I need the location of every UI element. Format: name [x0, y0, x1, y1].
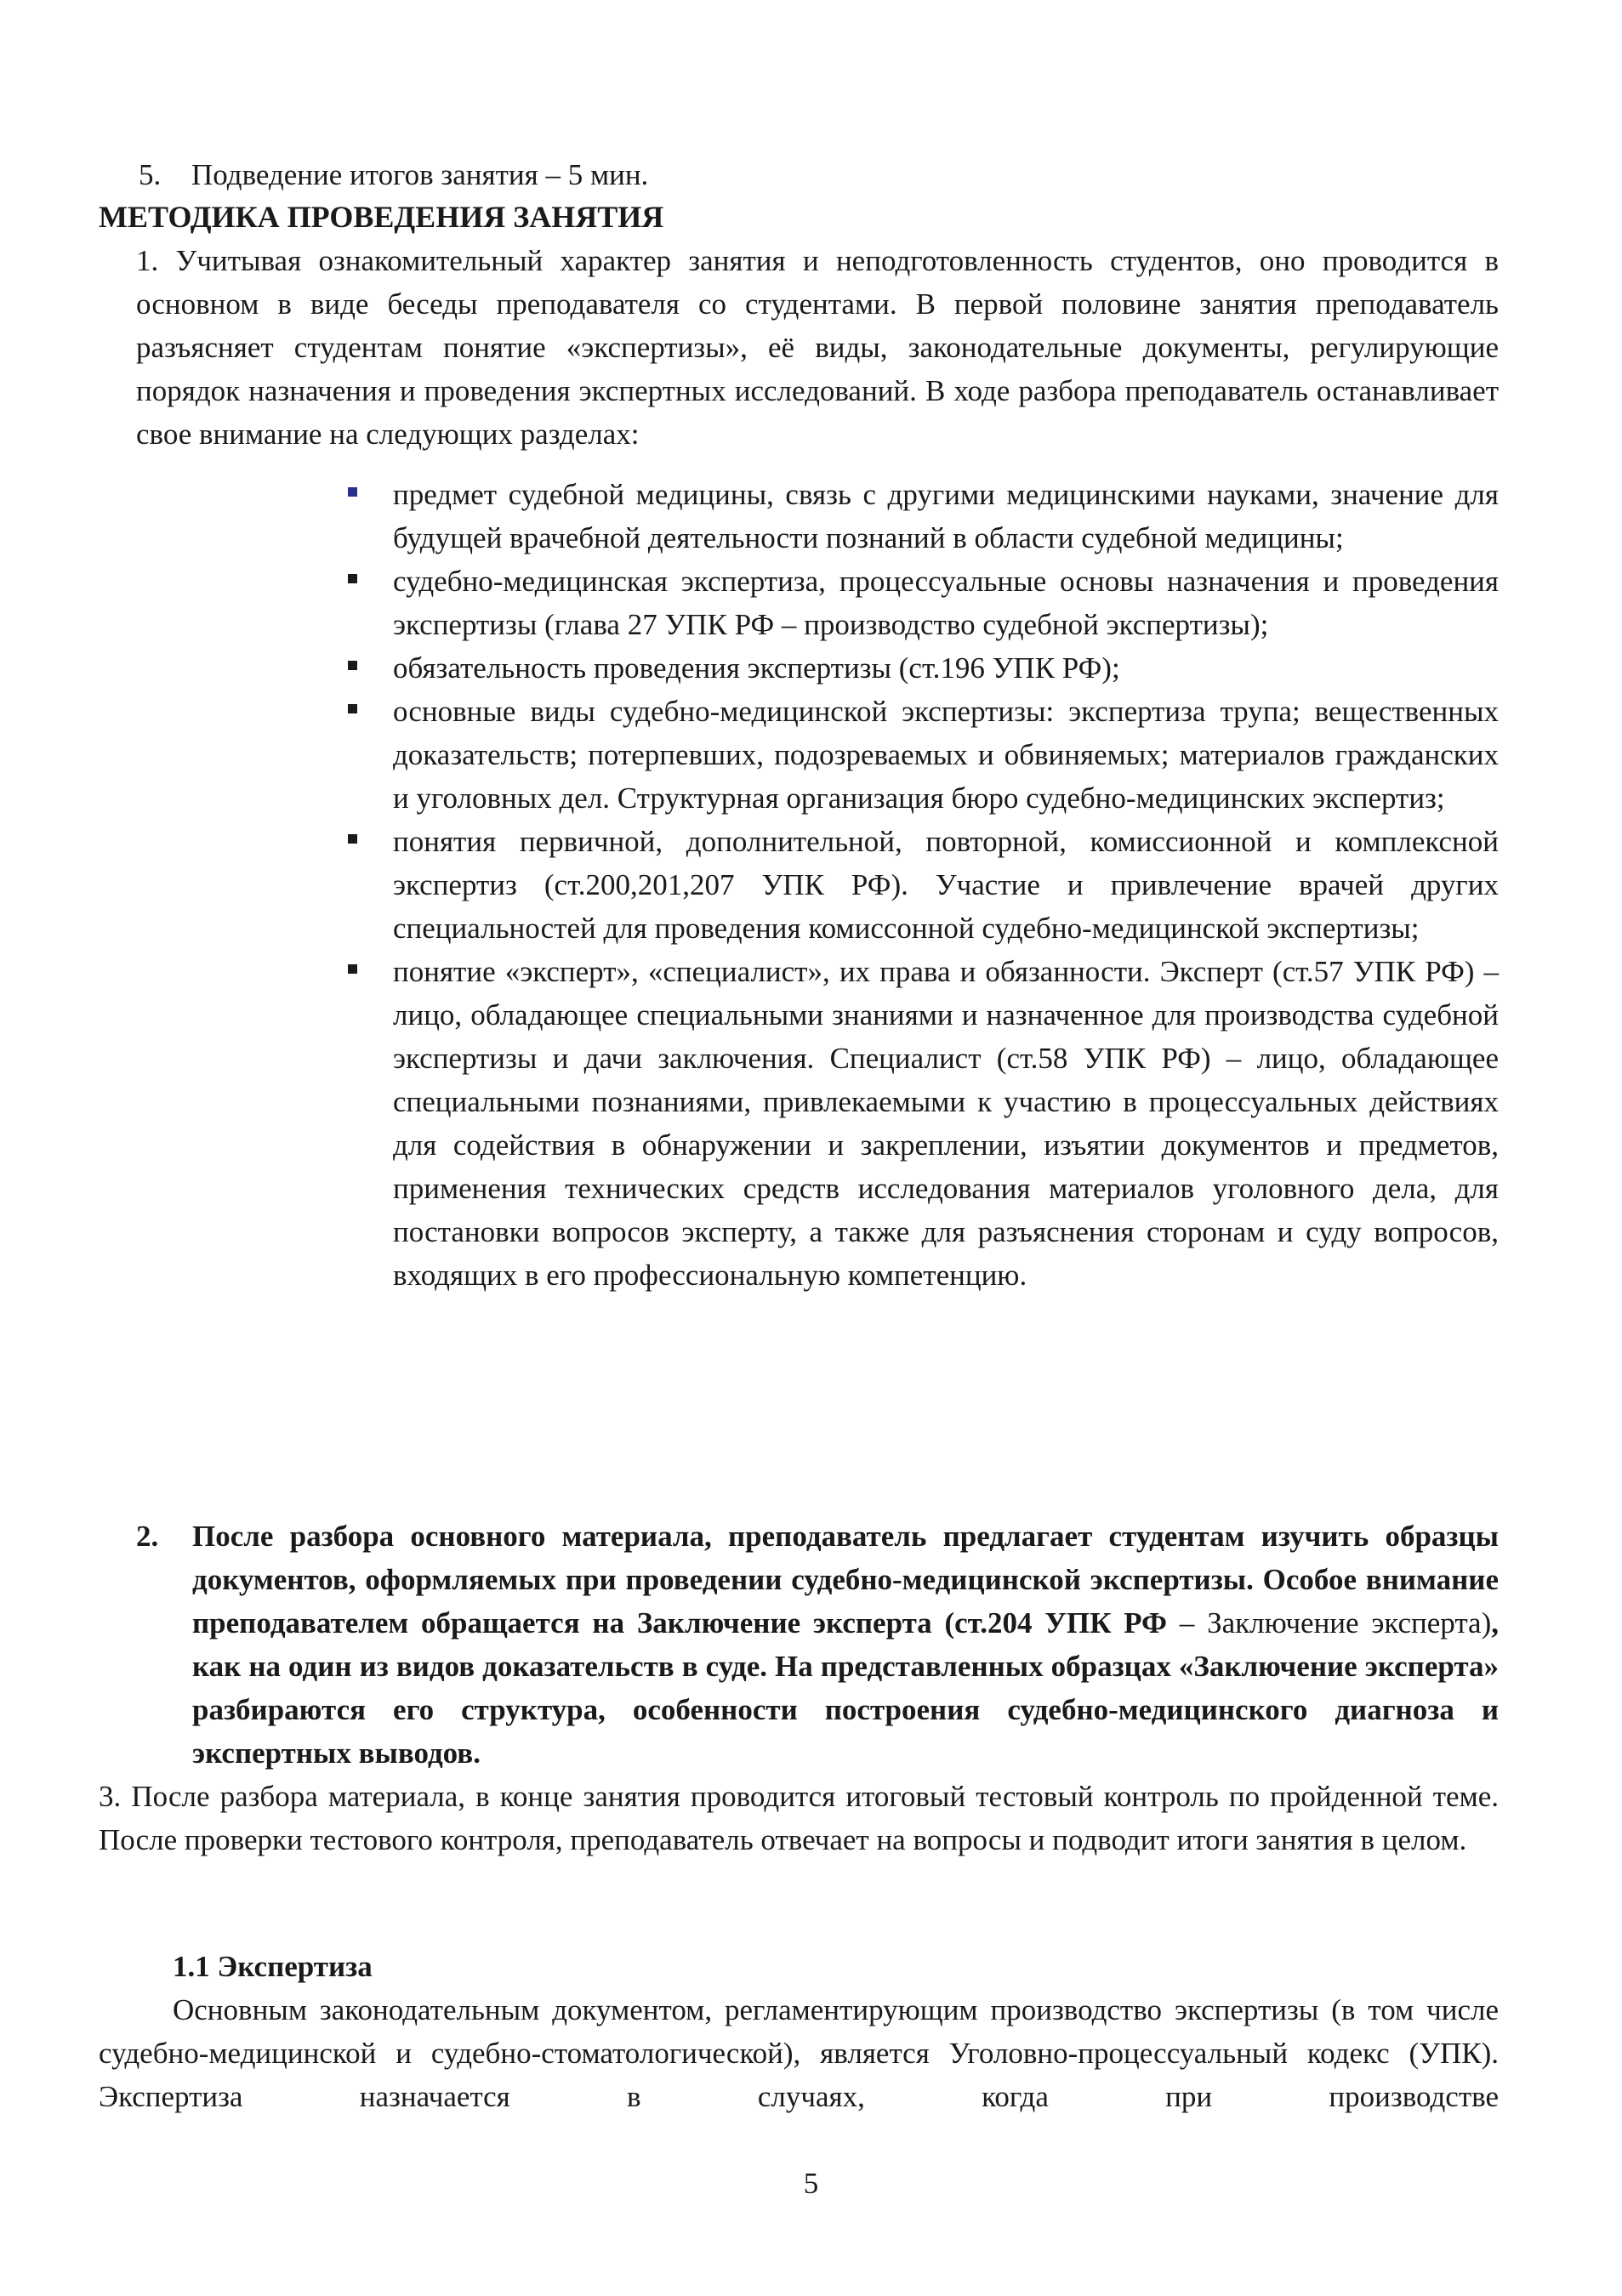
bullet-square-icon [348, 834, 357, 844]
bullet-square-icon [348, 704, 357, 713]
paragraph-2-bold-part: После разбора основного материала, преподаватель предлагает студентам изучить образцы документов, оформляемых при проведении судебно-медицинской экспертизы. Особое внимание преподавателем обращается на Заключение эксперта (ст.204 УПК РФ [192, 1520, 1499, 1640]
list-item-5 [139, 153, 648, 196]
paragraph-4: Основным законодательным документом, регламентирующим производство экспертизы (в том числе судебно-медицинской и судебно-стоматологической), является Уголовно-процессуальный кодекс (УПК). Экспертиза назначается в случаях, когда при производстве [99, 1993, 1499, 2113]
bullet-text: обязательность проведения экспертизы (ст.196 УПК РФ); [393, 651, 1120, 685]
list-item-text: Подведение итогов занятия – 5 мин. [191, 158, 649, 191]
bullet-item [340, 690, 1499, 820]
subsection-title: 1.1 Экспертиза [173, 1950, 373, 1983]
paragraph-1: 1. Учитывая ознакомительный характер занятия и неподготовленность студентов, оно проводится в основном в виде беседы преподавателя со студентами. В первой половине занятия преподаватель разъясняет студентам понятие «экспертизы», её виды, законодательные документы, регулирующие порядок назначения и проведения экспертных исследований. В ходе разбора преподаватель останавливает свое внимание на следующих разделах: [136, 244, 1499, 451]
bullet-item [340, 950, 1499, 1297]
bullet-item [340, 473, 1499, 560]
list-item-number: 5. [139, 158, 162, 191]
paragraph-2-bold-part-end: , как на один из видов доказательств в суде. На представленных образцах «Заключение эксперта» разбираются его структура, особенности построения судебно-медицинского диагноза и экспертных выводов. [192, 1606, 1499, 1770]
paragraph-2-normal-part: – Заключение эксперта) [1167, 1606, 1492, 1640]
bullet-square-icon [348, 964, 357, 974]
paragraph-2 [136, 1515, 1499, 1775]
bullet-item [340, 560, 1499, 646]
bullet-list [340, 473, 1499, 1297]
bullet-text: понятие «эксперт», «специалист», их права и обязанности. Эксперт (ст.57 УПК РФ) – лицо, обладающее специальными знаниями и назначенное для производства судебной экспертизы и дачи заключения. Специалист (ст.58 УПК РФ) – лицо, обладающее специальными познаниями, привлекаемыми к участию в процессуальных действиях для содействия в обнаружении и закреплении, изъятии документов и предметов, применения технических средств исследования материалов уголовного дела, для постановки вопросов эксперту, а также для разъяснения сторонам и суду вопросов, входящих в его профессиональную компетенцию. [393, 955, 1499, 1292]
bullet-item [340, 820, 1499, 950]
bullet-text: судебно-медицинская экспертиза, процессуальные основы назначения и проведения экспертизы (глава 27 УПК РФ – производство судебной экспертизы); [393, 565, 1499, 641]
bullet-text: понятия первичной, дополнительной, повторной, комиссионной и комплексной экспертиз (ст.200,201,207 УПК РФ). Участие и привлечение врачей других специальностей для проведения комиссонной судебно-медицинской экспертизы; [393, 825, 1499, 945]
page-number: 5 [803, 2167, 819, 2200]
bullet-text: основные виды судебно-медицинской экспертизы: экспертиза трупа; вещественных доказательств; потерпевших, подозреваемых и обвиняемых; материалов гражданских и уголовных дел. Структурная организация бюро судебно-медицинских экспертиз; [393, 695, 1499, 815]
bullet-text: предмет судебной медицины, связь с другими медицинскими науками, значение для будущей врачебной деятельности познаний в области судебной медицины; [393, 478, 1499, 554]
section-heading: МЕТОДИКА ПРОВЕДЕНИЯ ЗАНЯТИЯ [99, 200, 664, 234]
paragraph-2-number: 2. [136, 1520, 159, 1553]
bullet-square-icon [348, 661, 357, 670]
bullet-square-icon [348, 487, 357, 497]
paragraph-2-body [192, 1515, 1499, 1775]
bullet-square-icon [348, 574, 357, 583]
paragraph-3: 3. После разбора материала, в конце занятия проводится итоговый тестовый контроль по пройденной теме. После проверки тестового контроля, преподаватель отвечает на вопросы и подводит итоги занятия в целом. [99, 1780, 1499, 1856]
bullet-item [340, 646, 1499, 690]
